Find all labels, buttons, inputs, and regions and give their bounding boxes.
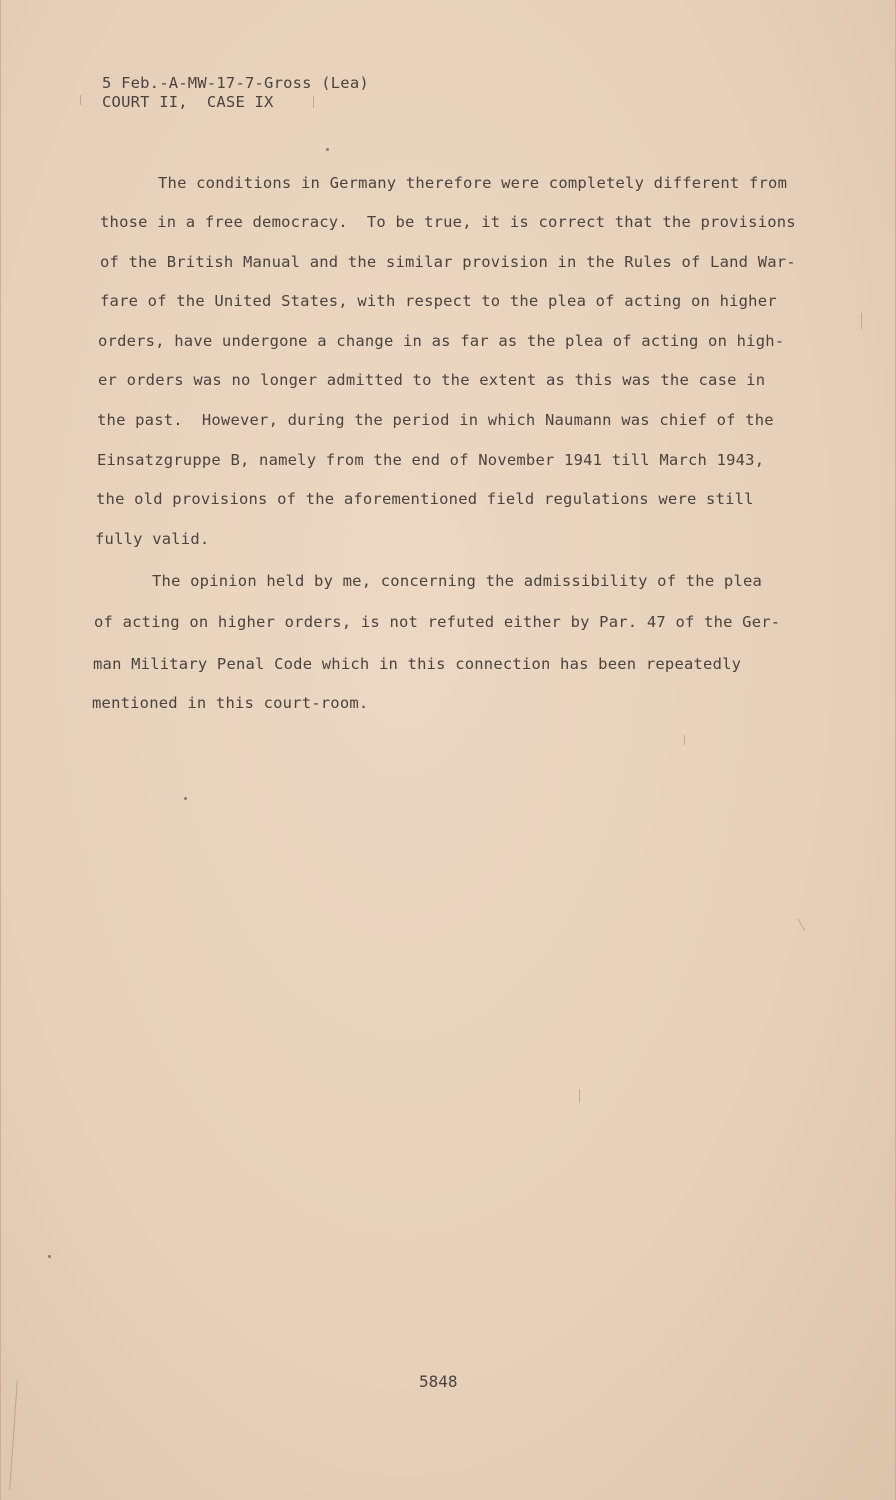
paragraph-1-line: those in a free democracy. To be true, it is correct that the provisions [100, 213, 796, 231]
paragraph-1-line: The conditions in Germany therefore were completely different from [158, 174, 788, 192]
paragraph-1-line: fully valid. [95, 530, 210, 548]
paper-scratch [798, 919, 806, 932]
paper-scratch [80, 95, 81, 105]
paragraph-2-line: man Military Penal Code which in this connection has been repeatedly [93, 655, 742, 673]
paragraph-1-line: Einsatzgruppe B, namely from the end of November 1941 till March 1943, [97, 451, 765, 469]
paper-speck [326, 148, 329, 151]
paragraph-1-line: the old provisions of the aforementioned field regulations were still [96, 490, 754, 508]
header-court-case: COURT II, CASE IX [102, 93, 274, 111]
paper-scratch [684, 735, 685, 745]
paragraph-2-line: of acting on higher orders, is not refuted either by Par. 47 of the Ger- [94, 613, 781, 631]
page-number: 5848 [419, 1372, 458, 1391]
paragraph-1-line: er orders was no longer admitted to the extent as this was the case in [98, 371, 766, 389]
paragraph-2-line: The opinion held by me, concerning the admissibility of the plea [152, 572, 763, 590]
paragraph-2-line: mentioned in this court-room. [92, 694, 369, 712]
paragraph-1-line: orders, have undergone a change in as far as the plea of acting on high- [98, 332, 785, 350]
paragraph-1-line: of the British Manual and the similar provision in the Rules of Land War- [100, 253, 796, 271]
paragraph-1-line: fare of the United States, with respect to the plea of acting on higher [100, 292, 777, 310]
paper-edge-mark [9, 1380, 18, 1490]
paper-scratch [861, 313, 862, 329]
paragraph-1-line: the past. However, during the period in which Naumann was chief of the [97, 411, 774, 429]
header-reference: 5 Feb.-A-MW-17-7-Gross (Lea) [102, 74, 369, 92]
paper-scratch [579, 1089, 580, 1103]
paper-scratch [313, 96, 314, 108]
paper-speck [184, 797, 187, 800]
paper-speck [48, 1255, 51, 1258]
